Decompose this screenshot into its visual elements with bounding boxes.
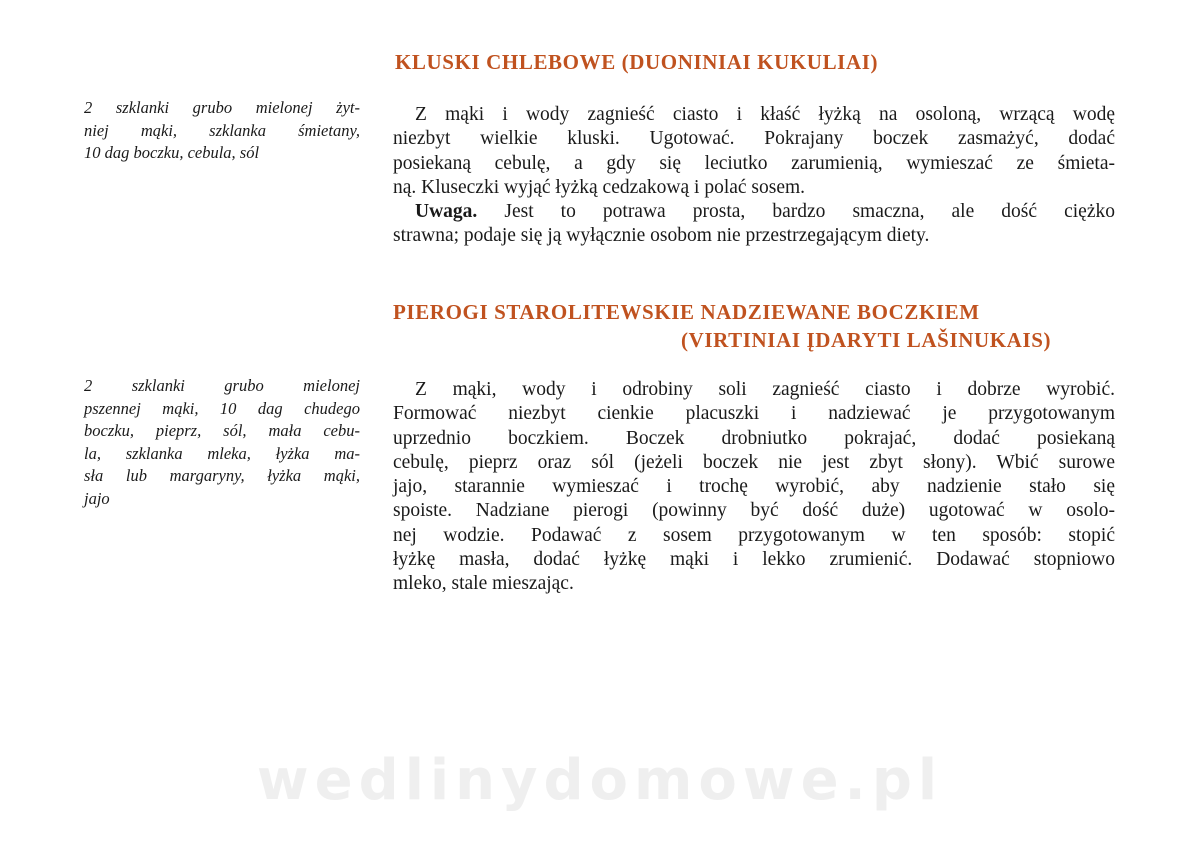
recipe-1-instructions <box>393 103 1115 249</box>
recipe-1-title: KLUSKI CHLEBOWE (DUONINIAI KUKULIAI) <box>395 50 879 74</box>
note-label: Uwaga. <box>415 201 478 223</box>
note-line: strawna; podaje się ją wyłącznie osobom nie przestrzegającym diety. <box>393 225 930 247</box>
instruction-line: jajo, starannie wymieszać i trochę wyrobić, aby nadzienie stało się <box>393 476 1115 498</box>
recipe-2-subtitle: (VIRTINIAI ĮDARYTI LAŠINUKAIS) <box>681 328 1052 352</box>
instruction-line: Formować niezbyt cienkie placuszki i nadziewać je przygotowanym <box>393 403 1115 425</box>
note-line <box>393 200 1115 224</box>
instruction-line: posiekaną cebulę, a gdy się leciutko zarumienią, wymieszać ze śmieta- <box>393 152 1115 174</box>
ingredient-line: jajo <box>84 488 110 508</box>
instruction-line: Z mąki i wody zagnieść ciasto i kłaść łyżką na osoloną, wrzącą wodę <box>415 104 1115 125</box>
ingredient-line: pszennej mąki, 10 dag chudego <box>84 398 360 418</box>
ingredient-line: boczku, pieprz, sól, mała cebu- <box>84 421 360 440</box>
recipe-2-title: PIEROGI STAROLITEWSKIE NADZIEWANE BOCZKIEM <box>393 300 980 324</box>
recipe-1-ingredients <box>84 97 360 165</box>
ingredient-line: 2 szklanki grubo mielonej <box>84 376 360 395</box>
ingredient-line: 10 dag boczku, cebula, sól <box>84 143 260 162</box>
instruction-line: cebulę, pieprz oraz sól (jeżeli boczek nie jest zbyt słony). Wbić surowe <box>393 451 1115 473</box>
instruction-line: niezbyt wielkie kluski. Ugotować. Pokrajany boczek zasmażyć, dodać <box>393 128 1115 150</box>
instruction-line: mleko, stale mieszając. <box>393 573 574 595</box>
instruction-line: spoiste. Nadziane pierogi (powinny być dość duże) ugotować w osolo- <box>393 500 1115 522</box>
ingredient-line: sła lub margaryny, łyżka mąki, <box>84 466 360 485</box>
ingredient-line: niej mąki, szklanka śmietany, <box>84 120 360 140</box>
ingredient-line: 2 szklanki grubo mielonej żyt- <box>84 98 360 117</box>
instruction-line: ną. Kluseczki wyjąć łyżką cedzakową i polać sosem. <box>393 176 806 198</box>
instruction-line: łyżkę masła, dodać łyżkę mąki i lekko zrumienić. Dodawać stopniowo <box>393 549 1115 571</box>
watermark: wedlinydomowe.pl <box>256 748 944 813</box>
recipe-2-ingredients <box>84 375 360 510</box>
recipe-2-instructions <box>393 378 1115 597</box>
note-text: Jest to potrawa prosta, bardzo smaczna, ale dość ciężko <box>504 201 1115 223</box>
instruction-line: nej wodzie. Podawać z sosem przygotowanym w ten sposób: stopić <box>393 524 1115 546</box>
ingredient-line: la, szklanka mleka, łyżka ma- <box>84 443 360 463</box>
instruction-line: uprzednio boczkiem. Boczek drobniutko pokrajać, dodać posiekaną <box>393 427 1115 449</box>
instruction-line: Z mąki, wody i odrobiny soli zagnieść ciasto i dobrze wyrobić. <box>415 379 1115 400</box>
